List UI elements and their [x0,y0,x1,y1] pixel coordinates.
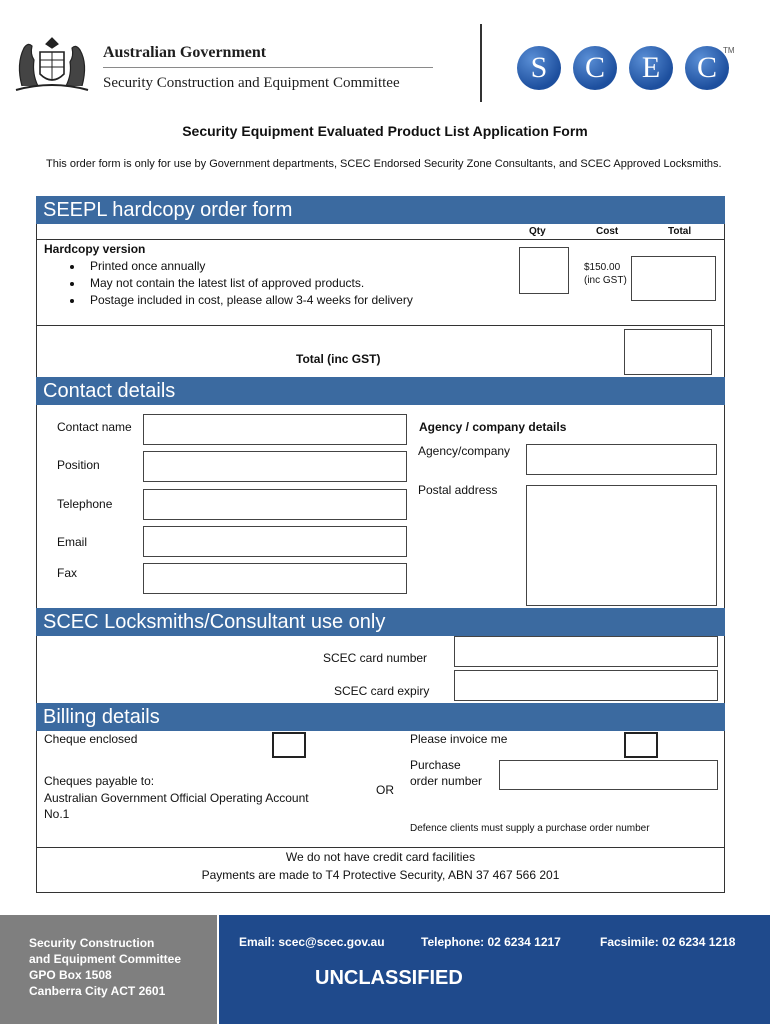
price-value: $150.00 [584,262,621,273]
footer-address-line: Canberra City ACT 2601 [29,984,166,998]
locksmith-heading: SCEC Locksmiths/Consultant use only [36,608,725,636]
scec-card-number-input[interactable] [454,636,718,667]
scec-card-expiry-input[interactable] [454,670,718,701]
or-separator: OR [376,783,394,797]
form-bottom-rule [36,892,725,893]
invoice-me-checkbox[interactable] [624,732,658,758]
cost-header: Cost [596,226,619,237]
government-name: Australian Government [103,44,267,61]
footer-address-line: GPO Box 1508 [29,968,112,982]
logo-letter-c: C [573,46,617,90]
billing-note-rule [36,847,725,848]
no-credit-card-note: We do not have credit card facilities [285,850,476,864]
bullet-item: • Printed once annually [84,258,434,275]
footer-address-line: and Equipment Committee [29,952,182,966]
scec-logo [517,46,739,92]
total-header: Total [668,226,692,237]
cheque-enclosed-label: Cheque enclosed [44,732,138,746]
seepl-column-rule [36,239,725,240]
fax-label: Fax [57,566,78,580]
order-number-label: order number [410,774,483,788]
email-input[interactable] [143,526,407,557]
telephone-input[interactable] [143,489,407,520]
header-rule [103,67,433,68]
form-title: Security Equipment Evaluated Product List Application Form [182,123,588,139]
account-name-line2: No.1 [44,807,70,821]
invoice-me-label: Please invoice me [410,732,508,746]
logo-letter-c2: C [685,46,729,90]
hardcopy-version-title: Hardcopy version [44,242,146,256]
classification-label: UNCLASSIFIED [315,967,463,989]
intro-text: This order form is only for use by Government departments, SCEC Endorsed Security Zone Consultants, and SCEC Approved Locksmiths. [46,158,722,170]
header-divider [480,24,482,102]
logo-letter-s: S [517,46,561,90]
footer-email[interactable]: Email: scec@scec.gov.au [239,935,385,949]
footer-facsimile: Facsimile: 02 6234 1218 [600,935,736,949]
grand-total-input[interactable] [624,329,712,375]
coat-of-arms-icon [10,34,94,98]
billing-heading: Billing details [36,703,725,731]
contact-name-label: Contact name [57,420,132,434]
postal-address-input[interactable] [526,485,717,606]
agency-input[interactable] [526,444,717,475]
committee-name: Security Construction and Equipment Committee [103,75,400,91]
footer-address [0,915,217,1024]
seepl-heading: SEEPL hardcopy order form [36,196,725,224]
email-label: Email [57,535,88,549]
postal-address-label: Postal address [418,483,498,497]
scec-card-expiry-label: SCEC card expiry [334,684,430,698]
contact-heading: Contact details [36,377,725,405]
fax-input[interactable] [143,563,407,594]
agency-details-heading: Agency / company details [419,420,567,434]
account-name-line1: Australian Government Official Operating Account [44,791,309,805]
bullet-item: • Postage included in cost, please allow 3-4 weeks for delivery [84,292,434,309]
scec-card-number-label: SCEC card number [323,651,428,665]
position-input[interactable] [143,451,407,482]
cheque-enclosed-checkbox[interactable] [272,732,306,758]
contact-name-input[interactable] [143,414,407,445]
telephone-label: Telephone [57,497,113,511]
total-inc-gst-label: Total (inc GST) [296,352,381,366]
line-total-input[interactable] [631,256,716,301]
footer-telephone: Telephone: 02 6234 1217 [421,935,561,949]
purchase-label: Purchase [410,758,461,772]
cheques-payable-label: Cheques payable to: [44,774,155,788]
qty-input[interactable] [519,247,569,294]
payments-note: Payments are made to T4 Protective Security, ABN 37 467 566 201 [201,868,560,882]
price-note: (inc GST) [584,275,627,286]
bullet-item: • May not contain the latest list of approved products. [84,275,434,292]
qty-header: Qty [529,226,546,237]
logo-letter-e: E [629,46,673,90]
defence-note: Defence clients must supply a purchase order number [410,823,650,834]
hardcopy-bullets [44,258,434,309]
seepl-total-rule [36,325,725,326]
position-label: Position [57,458,100,472]
footer-contact-bar [219,915,770,1024]
agency-label: Agency/company [418,444,511,458]
footer-address-line: Security Construction [29,936,155,950]
purchase-order-input[interactable] [499,760,718,790]
trademark: TM [723,46,735,55]
